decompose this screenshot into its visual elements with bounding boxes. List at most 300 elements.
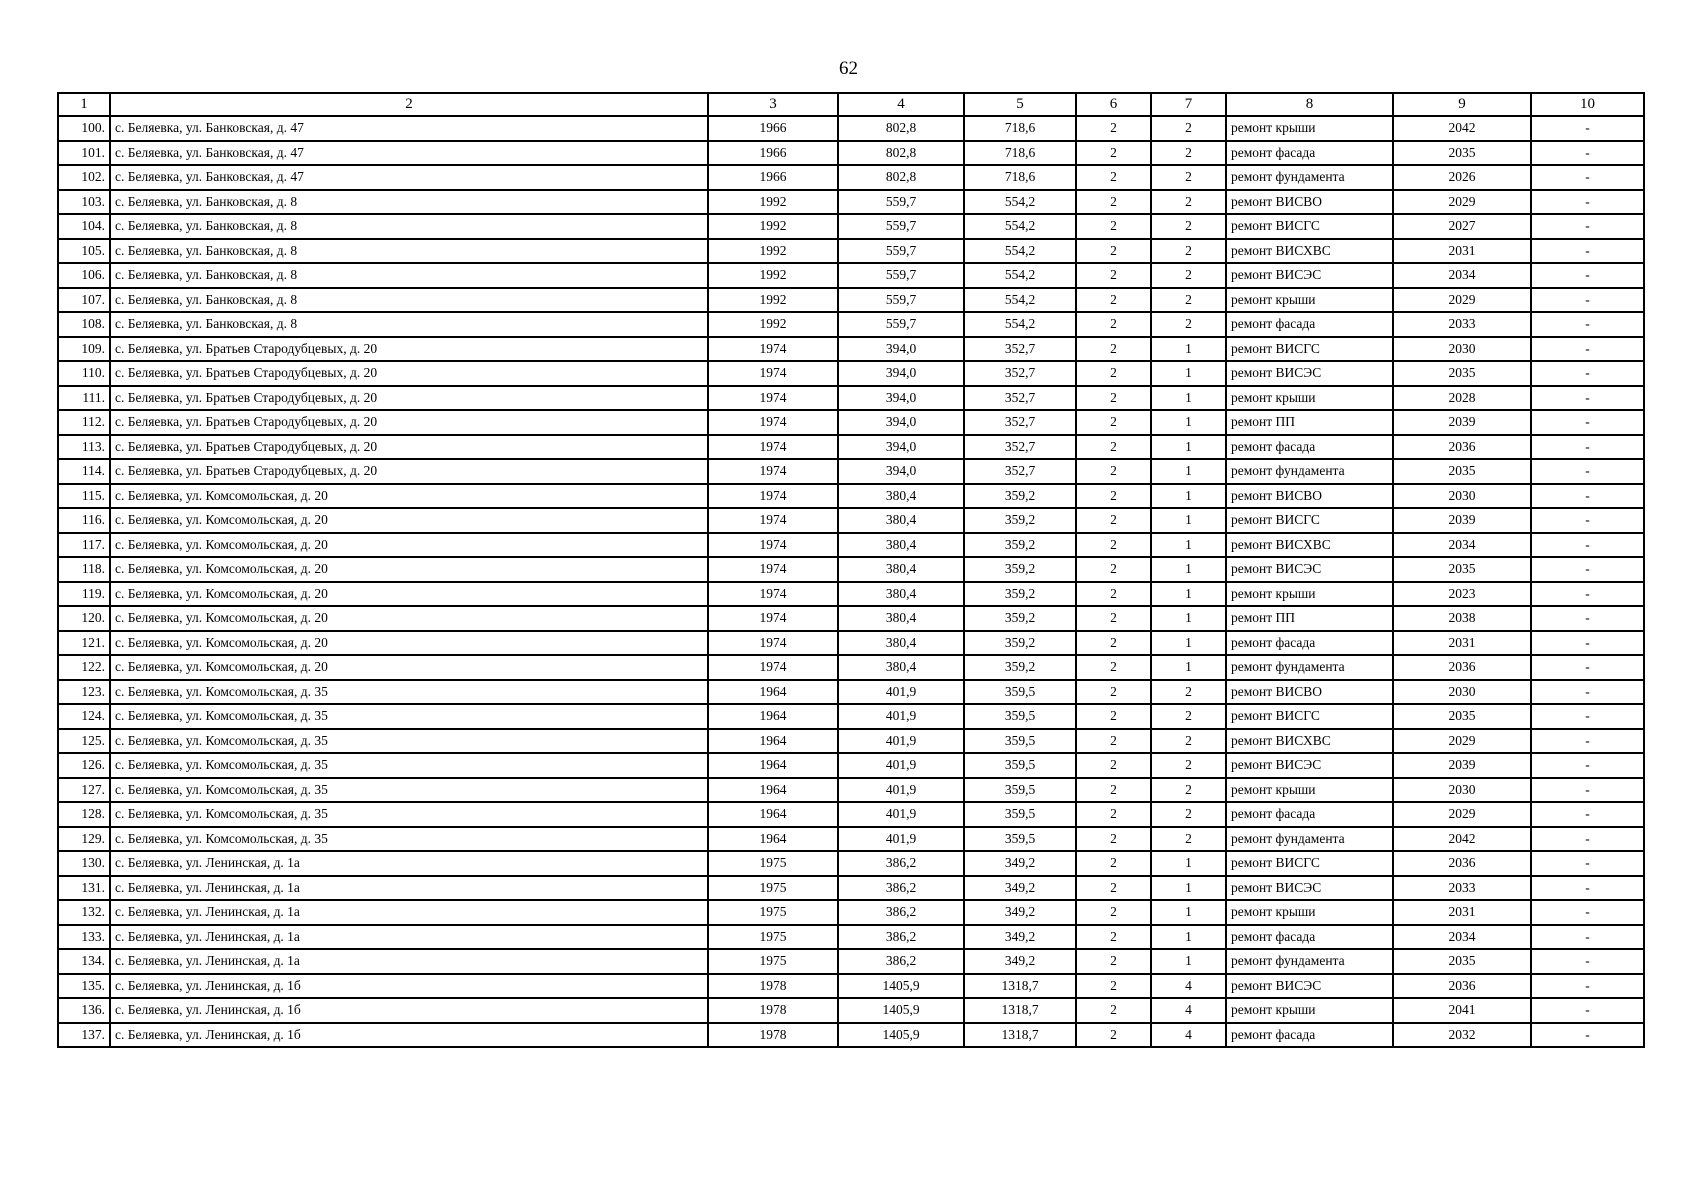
living-area-cell: 554,2	[964, 239, 1076, 264]
build-year-cell: 1964	[708, 729, 838, 754]
table-row	[58, 533, 1644, 558]
entrances-count-cell: 1	[1151, 435, 1226, 460]
planned-year-cell: 2036	[1393, 974, 1531, 999]
total-area-cell: 802,8	[838, 116, 964, 141]
total-area-cell: 394,0	[838, 435, 964, 460]
address-cell: с. Беляевка, ул. Комсомольская, д. 35	[110, 704, 708, 729]
address-cell: с. Беляевка, ул. Комсомольская, д. 20	[110, 655, 708, 680]
row-number-cell: 135.	[58, 974, 110, 999]
floors-count-cell: 2	[1076, 165, 1151, 190]
total-area-cell: 380,4	[838, 606, 964, 631]
build-year-cell: 1974	[708, 606, 838, 631]
total-area-cell: 559,7	[838, 239, 964, 264]
living-area-cell: 359,2	[964, 508, 1076, 533]
row-number-cell: 112.	[58, 410, 110, 435]
table-row	[58, 925, 1644, 950]
living-area-cell: 359,2	[964, 582, 1076, 607]
entrances-count-cell: 4	[1151, 1023, 1226, 1048]
floors-count-cell: 2	[1076, 974, 1151, 999]
row-number-cell: 119.	[58, 582, 110, 607]
total-area-cell: 401,9	[838, 827, 964, 852]
planned-year-cell: 2033	[1393, 312, 1531, 337]
entrances-count-cell: 1	[1151, 606, 1226, 631]
build-year-cell: 1974	[708, 533, 838, 558]
address-cell: с. Беляевка, ул. Банковская, д. 47	[110, 116, 708, 141]
address-cell: с. Беляевка, ул. Комсомольская, д. 20	[110, 606, 708, 631]
column-header: 9	[1393, 93, 1531, 116]
planned-year-cell: 2035	[1393, 141, 1531, 166]
build-year-cell: 1975	[708, 925, 838, 950]
entrances-count-cell: 4	[1151, 998, 1226, 1023]
table-row	[58, 165, 1644, 190]
row-number-cell: 123.	[58, 680, 110, 705]
table-row	[58, 680, 1644, 705]
entrances-count-cell: 2	[1151, 704, 1226, 729]
work-type-cell: ремонт фасада	[1226, 631, 1393, 656]
row-number-cell: 106.	[58, 263, 110, 288]
column-header: 8	[1226, 93, 1393, 116]
row-number-cell: 115.	[58, 484, 110, 509]
work-type-cell: ремонт ВИСХВС	[1226, 239, 1393, 264]
address-cell: с. Беляевка, ул. Банковская, д. 8	[110, 288, 708, 313]
living-area-cell: 349,2	[964, 851, 1076, 876]
note-cell: -	[1531, 312, 1644, 337]
work-type-cell: ремонт фасада	[1226, 312, 1393, 337]
planned-year-cell: 2038	[1393, 606, 1531, 631]
column-header: 1	[58, 93, 110, 116]
living-area-cell: 359,5	[964, 753, 1076, 778]
total-area-cell: 394,0	[838, 410, 964, 435]
planned-year-cell: 2030	[1393, 680, 1531, 705]
note-cell: -	[1531, 337, 1644, 362]
entrances-count-cell: 1	[1151, 876, 1226, 901]
planned-year-cell: 2029	[1393, 190, 1531, 215]
planned-year-cell: 2036	[1393, 851, 1531, 876]
address-cell: с. Беляевка, ул. Ленинская, д. 1б	[110, 998, 708, 1023]
address-cell: с. Беляевка, ул. Ленинская, д. 1б	[110, 1023, 708, 1048]
table-row	[58, 631, 1644, 656]
living-area-cell: 554,2	[964, 263, 1076, 288]
table-row	[58, 141, 1644, 166]
living-area-cell: 359,5	[964, 704, 1076, 729]
address-cell: с. Беляевка, ул. Братьев Стародубцевых, д. 20	[110, 410, 708, 435]
build-year-cell: 1974	[708, 361, 838, 386]
living-area-cell: 359,5	[964, 729, 1076, 754]
total-area-cell: 380,4	[838, 484, 964, 509]
planned-year-cell: 2036	[1393, 435, 1531, 460]
living-area-cell: 352,7	[964, 386, 1076, 411]
entrances-count-cell: 2	[1151, 753, 1226, 778]
note-cell: -	[1531, 729, 1644, 754]
address-cell: с. Беляевка, ул. Банковская, д. 8	[110, 239, 708, 264]
entrances-count-cell: 1	[1151, 557, 1226, 582]
build-year-cell: 1964	[708, 827, 838, 852]
address-cell: с. Беляевка, ул. Братьев Стародубцевых, д. 20	[110, 386, 708, 411]
entrances-count-cell: 2	[1151, 312, 1226, 337]
build-year-cell: 1974	[708, 582, 838, 607]
build-year-cell: 1974	[708, 484, 838, 509]
total-area-cell: 559,7	[838, 263, 964, 288]
planned-year-cell: 2034	[1393, 925, 1531, 950]
total-area-cell: 401,9	[838, 680, 964, 705]
work-type-cell: ремонт ВИСГС	[1226, 214, 1393, 239]
entrances-count-cell: 2	[1151, 214, 1226, 239]
table-row	[58, 974, 1644, 999]
work-type-cell: ремонт ВИСХВС	[1226, 729, 1393, 754]
table-row	[58, 263, 1644, 288]
address-cell: с. Беляевка, ул. Братьев Стародубцевых, д. 20	[110, 337, 708, 362]
build-year-cell: 1966	[708, 116, 838, 141]
note-cell: -	[1531, 459, 1644, 484]
floors-count-cell: 2	[1076, 778, 1151, 803]
build-year-cell: 1974	[708, 631, 838, 656]
table-row	[58, 386, 1644, 411]
address-cell: с. Беляевка, ул. Братьев Стародубцевых, д. 20	[110, 459, 708, 484]
total-area-cell: 802,8	[838, 165, 964, 190]
column-header: 3	[708, 93, 838, 116]
work-type-cell: ремонт ВИСЭС	[1226, 753, 1393, 778]
entrances-count-cell: 1	[1151, 410, 1226, 435]
note-cell: -	[1531, 606, 1644, 631]
table-row	[58, 876, 1644, 901]
floors-count-cell: 2	[1076, 729, 1151, 754]
total-area-cell: 394,0	[838, 337, 964, 362]
row-number-cell: 100.	[58, 116, 110, 141]
living-area-cell: 359,2	[964, 606, 1076, 631]
floors-count-cell: 2	[1076, 631, 1151, 656]
planned-year-cell: 2039	[1393, 753, 1531, 778]
planned-year-cell: 2035	[1393, 361, 1531, 386]
note-cell: -	[1531, 753, 1644, 778]
total-area-cell: 401,9	[838, 704, 964, 729]
living-area-cell: 554,2	[964, 214, 1076, 239]
address-cell: с. Беляевка, ул. Комсомольская, д. 35	[110, 802, 708, 827]
work-type-cell: ремонт ВИСЭС	[1226, 361, 1393, 386]
living-area-cell: 359,2	[964, 533, 1076, 558]
row-number-cell: 108.	[58, 312, 110, 337]
total-area-cell: 386,2	[838, 851, 964, 876]
note-cell: -	[1531, 263, 1644, 288]
floors-count-cell: 2	[1076, 998, 1151, 1023]
address-cell: с. Беляевка, ул. Ленинская, д. 1а	[110, 900, 708, 925]
note-cell: -	[1531, 851, 1644, 876]
living-area-cell: 359,2	[964, 631, 1076, 656]
work-type-cell: ремонт крыши	[1226, 998, 1393, 1023]
work-type-cell: ремонт крыши	[1226, 116, 1393, 141]
build-year-cell: 1978	[708, 1023, 838, 1048]
address-cell: с. Беляевка, ул. Банковская, д. 8	[110, 263, 708, 288]
address-cell: с. Беляевка, ул. Комсомольская, д. 20	[110, 631, 708, 656]
note-cell: -	[1531, 533, 1644, 558]
row-number-cell: 116.	[58, 508, 110, 533]
build-year-cell: 1964	[708, 778, 838, 803]
total-area-cell: 559,7	[838, 288, 964, 313]
work-type-cell: ремонт ВИСГС	[1226, 508, 1393, 533]
note-cell: -	[1531, 1023, 1644, 1048]
build-year-cell: 1974	[708, 655, 838, 680]
floors-count-cell: 2	[1076, 1023, 1151, 1048]
floors-count-cell: 2	[1076, 753, 1151, 778]
planned-year-cell: 2031	[1393, 631, 1531, 656]
entrances-count-cell: 1	[1151, 851, 1226, 876]
note-cell: -	[1531, 802, 1644, 827]
floors-count-cell: 2	[1076, 141, 1151, 166]
living-area-cell: 352,7	[964, 459, 1076, 484]
planned-year-cell: 2041	[1393, 998, 1531, 1023]
floors-count-cell: 2	[1076, 484, 1151, 509]
living-area-cell: 352,7	[964, 410, 1076, 435]
table-row	[58, 802, 1644, 827]
floors-count-cell: 2	[1076, 190, 1151, 215]
note-cell: -	[1531, 190, 1644, 215]
work-type-cell: ремонт ВИСВО	[1226, 680, 1393, 705]
table-row	[58, 410, 1644, 435]
address-cell: с. Беляевка, ул. Комсомольская, д. 35	[110, 753, 708, 778]
row-number-cell: 125.	[58, 729, 110, 754]
row-number-cell: 122.	[58, 655, 110, 680]
work-type-cell: ремонт ВИСЭС	[1226, 876, 1393, 901]
build-year-cell: 1974	[708, 435, 838, 460]
total-area-cell: 559,7	[838, 312, 964, 337]
row-number-cell: 114.	[58, 459, 110, 484]
address-cell: с. Беляевка, ул. Банковская, д. 47	[110, 165, 708, 190]
address-cell: с. Беляевка, ул. Ленинская, д. 1а	[110, 949, 708, 974]
work-type-cell: ремонт ПП	[1226, 606, 1393, 631]
row-number-cell: 137.	[58, 1023, 110, 1048]
entrances-count-cell: 2	[1151, 165, 1226, 190]
planned-year-cell: 2039	[1393, 508, 1531, 533]
address-cell: с. Беляевка, ул. Банковская, д. 47	[110, 141, 708, 166]
work-type-cell: ремонт крыши	[1226, 582, 1393, 607]
total-area-cell: 394,0	[838, 386, 964, 411]
work-type-cell: ремонт фундамента	[1226, 949, 1393, 974]
floors-count-cell: 2	[1076, 239, 1151, 264]
entrances-count-cell: 2	[1151, 680, 1226, 705]
living-area-cell: 1318,7	[964, 998, 1076, 1023]
total-area-cell: 1405,9	[838, 1023, 964, 1048]
work-type-cell: ремонт фасада	[1226, 925, 1393, 950]
note-cell: -	[1531, 876, 1644, 901]
row-number-cell: 131.	[58, 876, 110, 901]
planned-year-cell: 2032	[1393, 1023, 1531, 1048]
total-area-cell: 386,2	[838, 900, 964, 925]
entrances-count-cell: 1	[1151, 655, 1226, 680]
planned-year-cell: 2026	[1393, 165, 1531, 190]
total-area-cell: 394,0	[838, 361, 964, 386]
address-cell: с. Беляевка, ул. Комсомольская, д. 20	[110, 533, 708, 558]
row-number-cell: 124.	[58, 704, 110, 729]
total-area-cell: 401,9	[838, 753, 964, 778]
table-row	[58, 851, 1644, 876]
planned-year-cell: 2028	[1393, 386, 1531, 411]
row-number-cell: 121.	[58, 631, 110, 656]
work-type-cell: ремонт ВИСВО	[1226, 190, 1393, 215]
living-area-cell: 554,2	[964, 312, 1076, 337]
table-row	[58, 582, 1644, 607]
living-area-cell: 359,5	[964, 778, 1076, 803]
work-type-cell: ремонт крыши	[1226, 288, 1393, 313]
planned-year-cell: 2033	[1393, 876, 1531, 901]
planned-year-cell: 2030	[1393, 484, 1531, 509]
note-cell: -	[1531, 778, 1644, 803]
column-header: 6	[1076, 93, 1151, 116]
entrances-count-cell: 1	[1151, 508, 1226, 533]
row-number-cell: 111.	[58, 386, 110, 411]
living-area-cell: 352,7	[964, 337, 1076, 362]
living-area-cell: 718,6	[964, 116, 1076, 141]
row-number-cell: 118.	[58, 557, 110, 582]
note-cell: -	[1531, 410, 1644, 435]
build-year-cell: 1964	[708, 802, 838, 827]
note-cell: -	[1531, 508, 1644, 533]
entrances-count-cell: 2	[1151, 288, 1226, 313]
planned-year-cell: 2034	[1393, 533, 1531, 558]
address-cell: с. Беляевка, ул. Ленинская, д. 1б	[110, 974, 708, 999]
note-cell: -	[1531, 214, 1644, 239]
column-header: 2	[110, 93, 708, 116]
floors-count-cell: 2	[1076, 214, 1151, 239]
work-type-cell: ремонт ВИСЭС	[1226, 263, 1393, 288]
entrances-count-cell: 1	[1151, 949, 1226, 974]
row-number-cell: 104.	[58, 214, 110, 239]
planned-year-cell: 2035	[1393, 459, 1531, 484]
note-cell: -	[1531, 582, 1644, 607]
column-header: 5	[964, 93, 1076, 116]
entrances-count-cell: 2	[1151, 778, 1226, 803]
planned-year-cell: 2031	[1393, 900, 1531, 925]
table-row	[58, 900, 1644, 925]
entrances-count-cell: 1	[1151, 631, 1226, 656]
entrances-count-cell: 1	[1151, 361, 1226, 386]
total-area-cell: 380,4	[838, 631, 964, 656]
work-type-cell: ремонт ВИСЭС	[1226, 557, 1393, 582]
address-cell: с. Беляевка, ул. Комсомольская, д. 35	[110, 827, 708, 852]
address-cell: с. Беляевка, ул. Банковская, д. 8	[110, 312, 708, 337]
floors-count-cell: 2	[1076, 288, 1151, 313]
living-area-cell: 349,2	[964, 876, 1076, 901]
row-number-cell: 127.	[58, 778, 110, 803]
planned-year-cell: 2029	[1393, 802, 1531, 827]
row-number-cell: 105.	[58, 239, 110, 264]
floors-count-cell: 2	[1076, 533, 1151, 558]
work-type-cell: ремонт ВИСГС	[1226, 337, 1393, 362]
table-row	[58, 508, 1644, 533]
entrances-count-cell: 1	[1151, 533, 1226, 558]
floors-count-cell: 2	[1076, 312, 1151, 337]
total-area-cell: 386,2	[838, 949, 964, 974]
living-area-cell: 359,2	[964, 557, 1076, 582]
build-year-cell: 1992	[708, 190, 838, 215]
floors-count-cell: 2	[1076, 508, 1151, 533]
planned-year-cell: 2031	[1393, 239, 1531, 264]
floors-count-cell: 2	[1076, 459, 1151, 484]
entrances-count-cell: 2	[1151, 802, 1226, 827]
note-cell: -	[1531, 949, 1644, 974]
living-area-cell: 554,2	[964, 288, 1076, 313]
build-year-cell: 1975	[708, 949, 838, 974]
build-year-cell: 1974	[708, 557, 838, 582]
build-year-cell: 1975	[708, 851, 838, 876]
row-number-cell: 120.	[58, 606, 110, 631]
floors-count-cell: 2	[1076, 606, 1151, 631]
note-cell: -	[1531, 900, 1644, 925]
table-row	[58, 704, 1644, 729]
note-cell: -	[1531, 361, 1644, 386]
work-type-cell: ремонт фасада	[1226, 1023, 1393, 1048]
row-number-cell: 136.	[58, 998, 110, 1023]
work-type-cell: ремонт крыши	[1226, 386, 1393, 411]
row-number-cell: 128.	[58, 802, 110, 827]
work-type-cell: ремонт крыши	[1226, 778, 1393, 803]
planned-year-cell: 2039	[1393, 410, 1531, 435]
table-row	[58, 116, 1644, 141]
build-year-cell: 1974	[708, 508, 838, 533]
total-area-cell: 559,7	[838, 214, 964, 239]
planned-year-cell: 2035	[1393, 949, 1531, 974]
table-row	[58, 557, 1644, 582]
address-cell: с. Беляевка, ул. Комсомольская, д. 35	[110, 680, 708, 705]
build-year-cell: 1964	[708, 704, 838, 729]
entrances-count-cell: 1	[1151, 459, 1226, 484]
entrances-count-cell: 4	[1151, 974, 1226, 999]
work-type-cell: ремонт крыши	[1226, 900, 1393, 925]
living-area-cell: 349,2	[964, 900, 1076, 925]
build-year-cell: 1975	[708, 876, 838, 901]
work-type-cell: ремонт ВИСХВС	[1226, 533, 1393, 558]
planned-year-cell: 2023	[1393, 582, 1531, 607]
row-number-cell: 134.	[58, 949, 110, 974]
address-cell: с. Беляевка, ул. Ленинская, д. 1а	[110, 876, 708, 901]
total-area-cell: 1405,9	[838, 974, 964, 999]
floors-count-cell: 2	[1076, 557, 1151, 582]
total-area-cell: 380,4	[838, 582, 964, 607]
planned-year-cell: 2035	[1393, 557, 1531, 582]
work-type-cell: ремонт ВИСЭС	[1226, 974, 1393, 999]
note-cell: -	[1531, 435, 1644, 460]
living-area-cell: 359,2	[964, 655, 1076, 680]
entrances-count-cell: 2	[1151, 190, 1226, 215]
address-cell: с. Беляевка, ул. Братьев Стародубцевых, д. 20	[110, 435, 708, 460]
note-cell: -	[1531, 239, 1644, 264]
entrances-count-cell: 1	[1151, 900, 1226, 925]
floors-count-cell: 2	[1076, 116, 1151, 141]
total-area-cell: 1405,9	[838, 998, 964, 1023]
build-year-cell: 1966	[708, 165, 838, 190]
note-cell: -	[1531, 386, 1644, 411]
row-number-cell: 113.	[58, 435, 110, 460]
table-row	[58, 214, 1644, 239]
floors-count-cell: 2	[1076, 386, 1151, 411]
work-type-cell: ремонт ВИСГС	[1226, 704, 1393, 729]
planned-year-cell: 2029	[1393, 729, 1531, 754]
floors-count-cell: 2	[1076, 949, 1151, 974]
table-row	[58, 312, 1644, 337]
address-cell: с. Беляевка, ул. Братьев Стародубцевых, д. 20	[110, 361, 708, 386]
build-year-cell: 1992	[708, 239, 838, 264]
floors-count-cell: 2	[1076, 337, 1151, 362]
living-area-cell: 554,2	[964, 190, 1076, 215]
total-area-cell: 559,7	[838, 190, 964, 215]
entrances-count-cell: 2	[1151, 141, 1226, 166]
table-row	[58, 337, 1644, 362]
planned-year-cell: 2029	[1393, 288, 1531, 313]
planned-year-cell: 2042	[1393, 116, 1531, 141]
table-row	[58, 753, 1644, 778]
build-year-cell: 1978	[708, 998, 838, 1023]
total-area-cell: 401,9	[838, 778, 964, 803]
floors-count-cell: 2	[1076, 263, 1151, 288]
header-row	[58, 93, 1644, 116]
